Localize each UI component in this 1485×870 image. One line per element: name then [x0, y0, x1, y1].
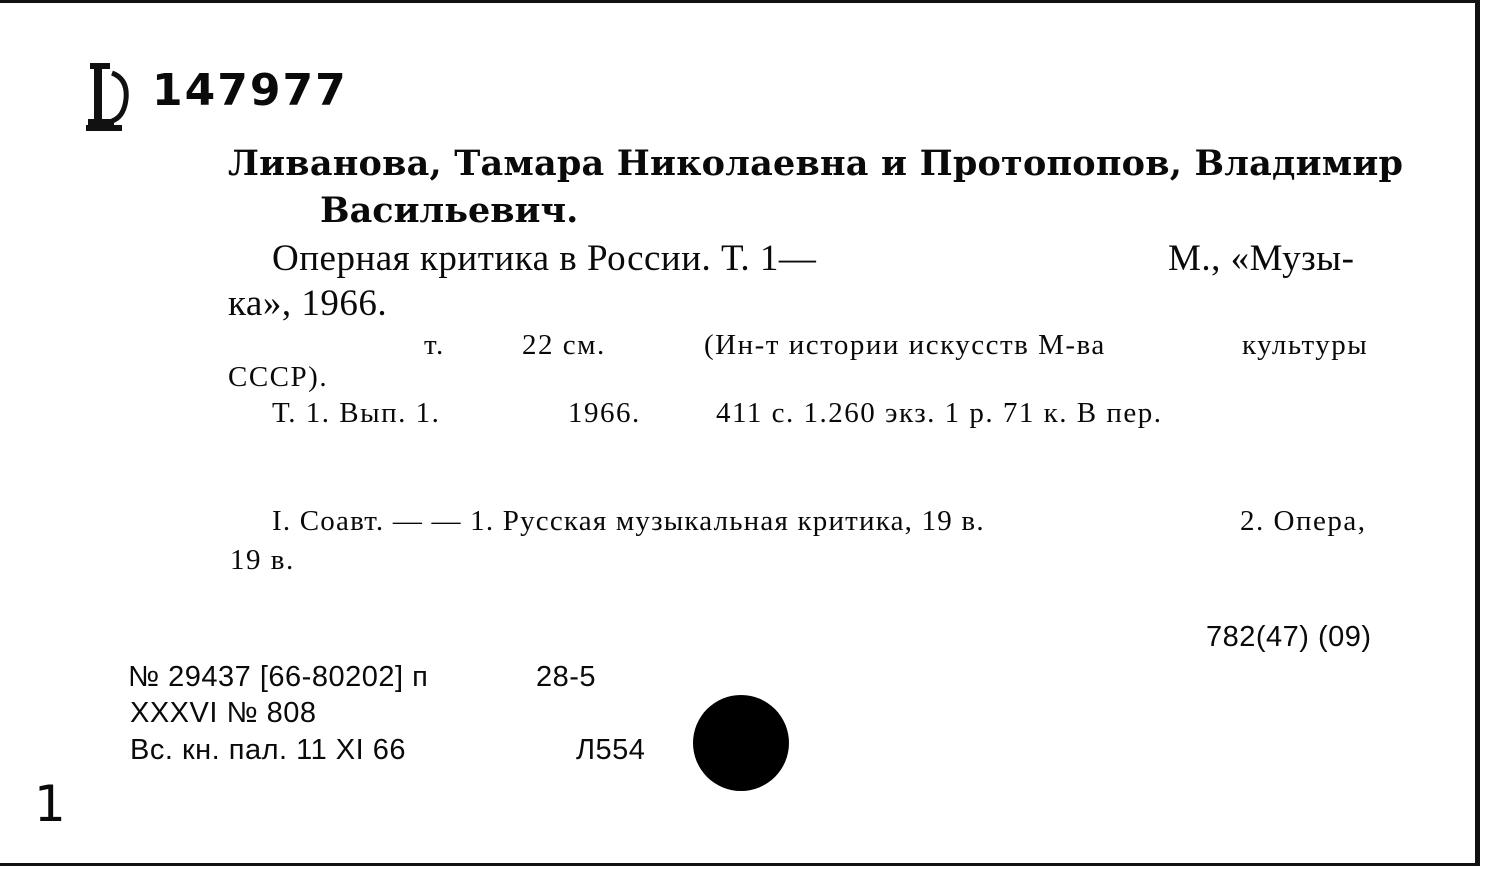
roman-number: XXXVI № 808 [130, 697, 317, 729]
punch-hole-dot [693, 695, 789, 791]
series-statement-cont: СССР). [228, 361, 329, 393]
author-line-2: Васильевич. [320, 190, 579, 231]
physical-size: 22 см. [522, 329, 606, 361]
volume-note: Т. 1. Вып. 1. [272, 397, 441, 429]
volume-year: 1966. [568, 397, 641, 429]
physical-volumes: т. [424, 329, 445, 361]
series-statement: (Ин-т истории искусств М-ва [704, 329, 1106, 361]
series-statement-end: культуры [1242, 329, 1369, 361]
classification-number: 782(47) (09) [1206, 621, 1372, 653]
volume-details: 411 с. 1.260 экз. 1 р. 71 к. В пер. [716, 397, 1163, 429]
tracings-end: 2. Опера, [1240, 505, 1367, 537]
imprint-place: М., «Музы- [1168, 238, 1355, 279]
tracings-cont: 19 в. [230, 544, 295, 576]
tracings: I. Соавт. — — 1. Русская музыкальная критика, 19 в. [272, 505, 985, 537]
registry-line: Вс. кн. пал. 11 XI 66 [130, 734, 407, 766]
imprint-year: ка», 1966. [228, 283, 388, 324]
order-code: 28-5 [536, 661, 597, 693]
title-statement: Оперная критика в России. Т. 1— [272, 238, 817, 279]
call-number: 147977 [152, 65, 348, 116]
author-line-1: Ливанова, Тамара Николаевна и Протопопов, Владимир [228, 143, 1404, 184]
order-number: № 29437 [66-80202] п [128, 661, 429, 693]
margin-mark: 1 [34, 775, 66, 833]
registry-code: Л554 [576, 734, 646, 766]
library-stamp-logo [84, 59, 130, 133]
